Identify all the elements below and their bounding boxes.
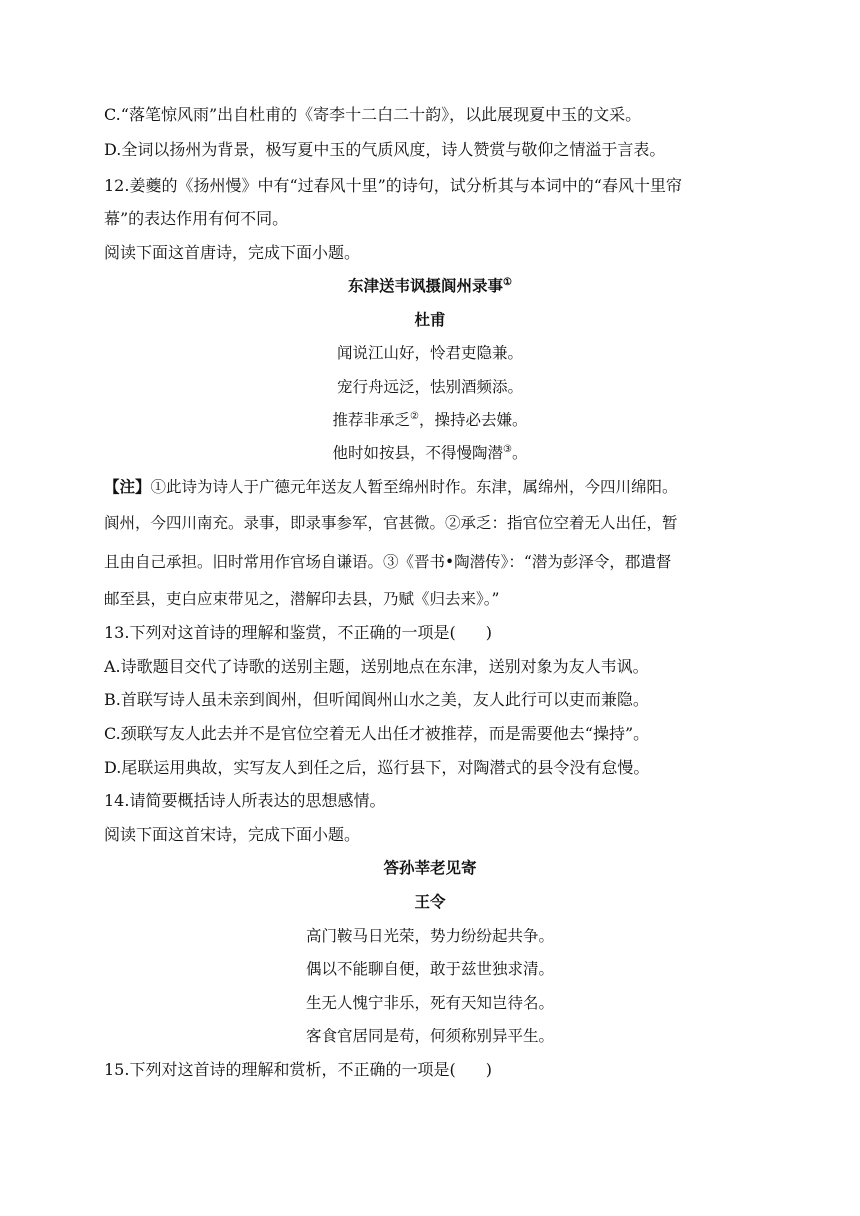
poem1-line-3-a: 推荐非承乏 — [332, 411, 411, 429]
poem1-line-1: 闻说江山好，怜君吏隐兼。 — [336, 344, 523, 362]
poem2-line-4: 客食官居同是苟，何须称别异平生。 — [305, 1027, 554, 1045]
q15-stem-text: 15.下列对这首诗的理解和赏析，不正确的一项是( — [104, 1060, 456, 1079]
q13-option-c: C.颈联写友人此去并不是官位空着无人出任才被推荐，而是需要他去“操持”。 — [104, 724, 650, 743]
poem1-title — [0, 276, 860, 296]
q13-stem-text: 13.下列对这首诗的理解和鉴赏，不正确的一项是( — [104, 623, 456, 642]
q11-option-c: C.“落笔惊风雨”出自杜甫的《寄李十二白二十韵》，以此展现夏中玉的文采。 — [104, 105, 642, 124]
q15-stem — [104, 1060, 492, 1080]
q13-stem-close: ) — [485, 623, 492, 642]
note-line-4: 邮至县，吏白应束带见之，潜解印去县，乃赋《归去来》。” — [104, 590, 500, 608]
q13-option-b: B.首联写诗人虽未亲到阆州，但听闻阆州山水之美，友人此行可以吏而兼隐。 — [104, 690, 649, 709]
reading-intro-tang: 阅读下面这首唐诗，完成下面小题。 — [104, 243, 361, 262]
poem2-line-2: 偶以不能聊自便，敢于兹世独求清。 — [305, 960, 554, 978]
poem1-line-2: 宠行舟远泛，怯别酒频添。 — [336, 378, 523, 396]
poem1-line-4 — [0, 443, 860, 463]
note-line-2: 阆州，今四川南充。录事，即录事参军，官甚微。②承乏：指官位空着无人出任，暂 — [104, 514, 678, 532]
poem1-line-3 — [0, 410, 860, 430]
poem1-author: 杜甫 — [414, 310, 446, 329]
note-heading: 【注】 — [104, 477, 151, 496]
poem1-line-4-note-marker: ③ — [503, 443, 512, 455]
poem1-line-4-b: 。 — [511, 444, 528, 462]
q13-option-d: D.尾联运用典故，实写友人到任之后，巡行县下，对陶潜式的县令没有怠慢。 — [104, 758, 650, 777]
q12-line-2: 幕”的表达作用有何不同。 — [104, 209, 289, 228]
poem1-line-4-a: 他时如按县，不得慢陶潜 — [332, 444, 504, 462]
q12-line-1: 12.姜夔的《扬州慢》中有“过春风十里”的诗句，试分析其与本词中的“春风十里帘 — [104, 176, 682, 195]
q15-stem-close: ) — [485, 1060, 492, 1079]
note-line-3: 且由自己承担。旧时常用作官场自谦语。③《晋书•陶潜传》：“潜为彭泽令，郡遣督 — [104, 553, 672, 571]
q14-stem: 14.请简要概括诗人所表达的思想感情。 — [104, 791, 386, 810]
reading-intro-song: 阅读下面这首宋诗，完成下面小题。 — [104, 825, 361, 844]
poem2-line-1: 高门鞍马日光荣，势力纷纷起共争。 — [305, 927, 554, 945]
q11-option-d: D.全词以扬州为背景，极写夏中玉的气质风度，诗人赞赏与敬仰之情溢于言表。 — [104, 140, 666, 159]
q13-option-a: A.诗歌题目交代了诗歌的送别主题，送别地点在东津，送别对象为友人韦讽。 — [104, 657, 649, 676]
note-line-1-text: ①此诗为诗人于广德元年送友人暂至绵州时作。东津，属绵州，今四川绵阳。 — [150, 478, 678, 496]
note-line-1 — [104, 477, 678, 497]
poem2-author: 王令 — [414, 892, 446, 911]
poem1-title-note-marker: ① — [503, 276, 512, 288]
poem1-line-3-note-marker: ② — [410, 410, 419, 422]
poem2-line-3: 生无人愧宁非乐，死有天知岂待名。 — [305, 994, 554, 1012]
poem1-line-3-b: ，操持必去嫌。 — [418, 411, 528, 429]
poem2-title: 答孙莘老见寄 — [383, 858, 477, 877]
poem1-title-text: 东津送韦讽摄阆州录事 — [348, 276, 504, 295]
q13-stem — [104, 623, 492, 643]
